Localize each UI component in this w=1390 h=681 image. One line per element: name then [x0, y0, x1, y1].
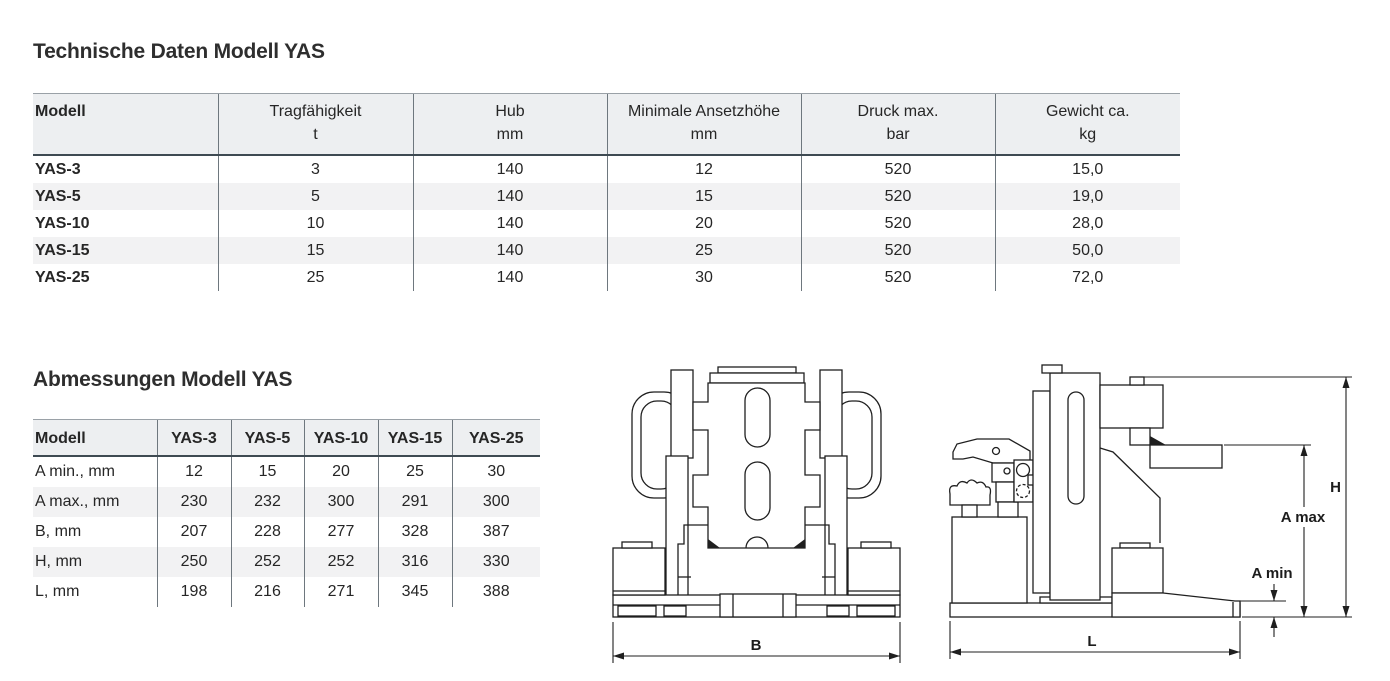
column-header: Minimale Ansetzhöhe mm [607, 94, 801, 155]
cell-value: 19,0 [995, 183, 1180, 210]
max-height-dimension-label: A max [1280, 509, 1326, 526]
row-label: H, mm [35, 552, 83, 570]
cell-value: 520 [801, 264, 995, 291]
cell-value: 328 [378, 517, 452, 547]
lifting-toe [1112, 593, 1240, 617]
cell-value: 300 [304, 487, 378, 517]
cell-value: 520 [801, 210, 995, 237]
total-height-dimension-label: H [1330, 479, 1341, 496]
cell-value: 140 [413, 264, 607, 291]
cell-value: 207 [157, 517, 231, 547]
cell-value: 277 [304, 517, 378, 547]
table-row [33, 577, 540, 607]
column-header: YAS-10 [304, 420, 378, 456]
cell-value: 15 [607, 183, 801, 210]
cell-value: 15 [218, 237, 413, 264]
cell-value: 300 [452, 487, 540, 517]
cell-value: 140 [413, 183, 607, 210]
cell-value: 72,0 [995, 264, 1180, 291]
table-row [33, 183, 1180, 210]
cell-value: 387 [452, 517, 540, 547]
cell-value: 216 [231, 577, 304, 607]
cell-value: 140 [413, 155, 607, 183]
table-row [33, 456, 540, 487]
release-knob-icon [950, 480, 991, 505]
column-header: Gewicht ca. kg [995, 94, 1180, 155]
cell-value: 5 [218, 183, 413, 210]
cell-value: 271 [304, 577, 378, 607]
row-label: YAS-10 [35, 214, 90, 232]
table-row [33, 237, 1180, 264]
table-row [33, 547, 540, 577]
jack-front-view-drawing [600, 360, 910, 670]
cell-value: 252 [231, 547, 304, 577]
cell-value: 50,0 [995, 237, 1180, 264]
cell-value: 520 [801, 155, 995, 183]
dimensions-table [33, 419, 540, 607]
cell-value: 20 [607, 210, 801, 237]
column-header: Modell [33, 420, 157, 456]
cell-value: 140 [413, 237, 607, 264]
right-guide-rod [820, 370, 842, 458]
cell-value: 15 [231, 456, 304, 487]
table-row [33, 517, 540, 547]
cell-value: 30 [607, 264, 801, 291]
row-label: A min., mm [35, 462, 116, 480]
cell-value: 230 [157, 487, 231, 517]
lifting-column [1050, 373, 1100, 600]
column-header: Tragfähigkeit t [218, 94, 413, 155]
length-dimension-label: L [1087, 633, 1097, 650]
dimensions-table-header [33, 420, 540, 456]
section-title-technical-data: Technische Daten Modell YAS [33, 40, 325, 63]
cell-value: 520 [801, 237, 995, 264]
cell-value: 12 [157, 456, 231, 487]
width-dimension-label: B [750, 637, 762, 654]
cell-value: 520 [801, 183, 995, 210]
ram-plate [693, 383, 820, 548]
cell-value: 232 [231, 487, 304, 517]
table-row [33, 487, 540, 517]
cell-value: 330 [452, 547, 540, 577]
head-block [1100, 385, 1163, 428]
cell-value: 15,0 [995, 155, 1180, 183]
technical-table-header [33, 94, 1180, 155]
min-height-dimension-label: A min [1251, 565, 1293, 582]
technical-table-body [33, 155, 1180, 291]
column-header: YAS-5 [231, 420, 304, 456]
cell-value: 20 [304, 456, 378, 487]
column-header: Druck max. bar [801, 94, 995, 155]
cell-value: 25 [607, 237, 801, 264]
cell-value: 250 [157, 547, 231, 577]
column-header: YAS-25 [452, 420, 540, 456]
right-side-block [848, 548, 900, 595]
table-row [33, 155, 1180, 183]
cell-value: 30 [452, 456, 540, 487]
cell-value: 12 [607, 155, 801, 183]
cell-value: 25 [218, 264, 413, 291]
left-guide-rod [671, 370, 693, 458]
toe-carrier-block [1112, 548, 1163, 593]
cell-value: 3 [218, 155, 413, 183]
oil-reservoir [952, 517, 1027, 603]
column-header: Modell [33, 94, 218, 155]
row-label: B, mm [35, 522, 82, 540]
cell-value: 198 [157, 577, 231, 607]
cell-value: 252 [304, 547, 378, 577]
cell-value: 25 [378, 456, 452, 487]
jack-side-view-drawing [930, 360, 1360, 675]
row-label: YAS-3 [35, 160, 81, 178]
dimensions-table-body [33, 456, 540, 607]
column-header: YAS-15 [378, 420, 452, 456]
cell-value: 316 [378, 547, 452, 577]
row-label: L, mm [35, 582, 80, 600]
cell-value: 228 [231, 517, 304, 547]
cell-value: 388 [452, 577, 540, 607]
left-side-block [613, 548, 665, 595]
upper-claw [1150, 445, 1222, 468]
cell-value: 345 [378, 577, 452, 607]
table-row [33, 210, 1180, 237]
row-label: YAS-25 [35, 268, 90, 286]
cell-value: 291 [378, 487, 452, 517]
row-label: YAS-15 [35, 241, 90, 259]
technical-data-table [33, 93, 1180, 291]
section-title-dimensions: Abmessungen Modell YAS [33, 368, 293, 391]
table-row [33, 264, 1180, 291]
cell-value: 140 [413, 210, 607, 237]
column-header: Hub mm [413, 94, 607, 155]
column-header: YAS-3 [157, 420, 231, 456]
cell-value: 28,0 [995, 210, 1180, 237]
row-label: A max., mm [35, 492, 120, 510]
row-label: YAS-5 [35, 187, 81, 205]
cell-value: 10 [218, 210, 413, 237]
